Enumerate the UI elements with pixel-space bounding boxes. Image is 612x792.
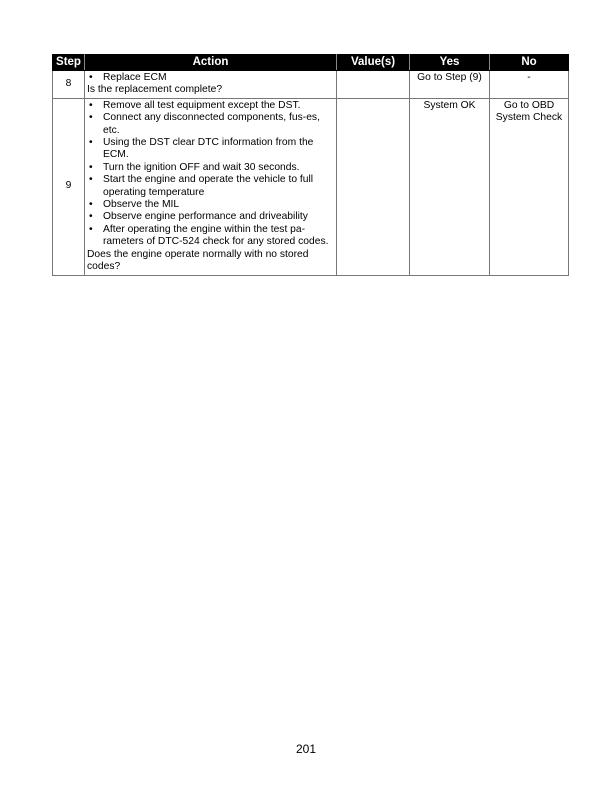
- action-item: • Turn the ignition OFF and wait 30 seconds.: [87, 162, 334, 174]
- table-header-row: [53, 55, 569, 71]
- values-cell: [337, 98, 410, 275]
- step-number: 8: [53, 71, 85, 99]
- header-step: Step: [53, 55, 85, 71]
- header-action: Action: [85, 55, 337, 71]
- header-values: Value(s): [337, 55, 410, 71]
- action-question: Does the engine operate normally with no stored codes?: [87, 248, 309, 273]
- action-item: • Observe engine performance and driveability: [87, 211, 334, 223]
- yes-cell: System OK: [410, 98, 490, 275]
- no-cell: Go to OBD System Check: [490, 98, 569, 275]
- no-cell: -: [490, 71, 569, 99]
- action-list: [87, 100, 334, 249]
- action-item: • Replace ECM: [87, 72, 334, 84]
- page-number: 201: [295, 742, 317, 756]
- yes-cell: Go to Step (9): [410, 71, 490, 99]
- values-cell: [337, 71, 410, 99]
- table-row: [53, 98, 569, 275]
- action-item: • Start the engine and operate the vehicle to full operating temperature: [87, 174, 334, 199]
- action-item: • Connect any disconnected components, fus-es, etc.: [87, 112, 334, 137]
- action-item: • After operating the engine within the test pa-rameters of DTC-524 check for any stored codes.: [87, 224, 334, 249]
- action-cell: [85, 71, 337, 99]
- header-yes: Yes: [410, 55, 490, 71]
- action-list: [87, 72, 334, 84]
- diagnostic-table: [52, 54, 569, 276]
- action-item: • Remove all test equipment except the DST.: [87, 100, 334, 112]
- action-question: Is the replacement complete?: [87, 84, 223, 96]
- table-row: [53, 71, 569, 99]
- step-number: 9: [53, 98, 85, 275]
- action-item: • Using the DST clear DTC information from the ECM.: [87, 137, 334, 162]
- action-cell: [85, 98, 337, 275]
- action-item: • Observe the MIL: [87, 199, 334, 211]
- header-no: No: [490, 55, 569, 71]
